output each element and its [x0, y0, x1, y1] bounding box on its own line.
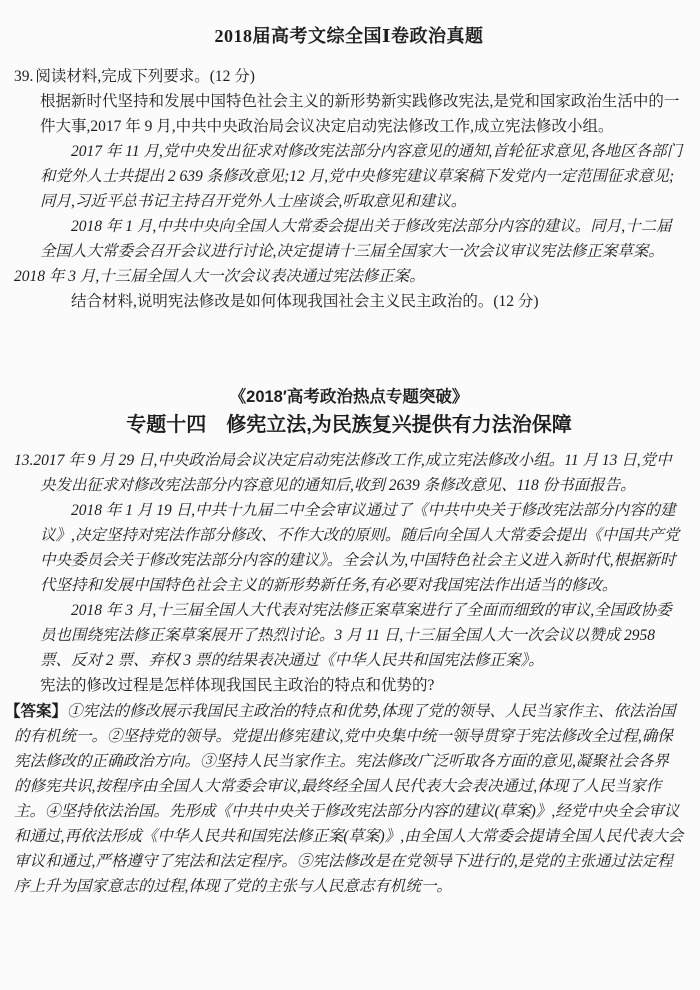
- document-title: 2018届高考文综全国Ⅰ卷政治真题: [214, 26, 484, 46]
- question-39-number: 39.: [14, 68, 34, 85]
- booklet-series-title: 《2018′高考政治热点专题突破》: [229, 388, 469, 406]
- question-13-task: 宪法的修改过程是怎样体现我国民主政治的特点和优势的?: [40, 677, 435, 694]
- material-paragraph: 2017 年 11 月,党中央发出征求对修改宪法部分内容意见的通知,首轮征求意见,各地区各部门和党外人士共提出 2 639 条修改意见;12 月,党中央修宪建议草案稿下发党内一定范围征求意见;同月,习近平总书记主持召开党外人士座谈会,听取意见和建议。: [40, 143, 683, 210]
- booklet-heading-section: [14, 386, 684, 439]
- question-39-stem: [14, 64, 684, 89]
- answer-section: [5, 699, 684, 899]
- answer-text: ①宪法的修改展示我国民主政治的特点和优势,体现了党的领导、人民当家作主、依法治国的有机统一。②坚持党的领导。党提出修宪建议,党中央集中统一领导贯穿于宪法修改全过程,确保宪法修改的正确政治方向。③坚持人民当家作主。宪法修改广泛听取各方面的意见,凝聚社会各界的修宪共识,按程序由全国人大常委会审议,最终经全国人民代表大会表决通过,体现了人民当家作主。④坚持依法治国。先形成《中共中央关于修改宪法部分内容的建议(草案)》,经党中央全会审议和通过,再依法形成《中华人民共和国宪法修正案(草案)》,由全国人大常委会提请全国人民代表大会审议和通过,严格遵守了宪法和法定程序。⑤宪法修改是在党领导下进行的,是党的主张通过法定程序上升为国家意志的过程,体现了党的主张与人民意志有机统一。: [14, 703, 684, 895]
- question-39-section: [14, 64, 684, 314]
- material-paragraph: 2018 年 1 月,中共中央向全国人大常委会提出关于修改宪法部分内容的建议。同月,十二届全国人大常委会召开会议进行讨论,决定提请十三届全国家大一次会议审议宪法修正案草案。: [40, 218, 672, 260]
- question-13-first-paragraph: 2017 年 9 月 29 日,中央政治局会议决定启动宪法修改工作,成立宪法修改小组。11 月 13 日,党中央发出征求对修改宪法部分内容意见的通知后,收到 2639 条修改意见、118 份书面报告。: [33, 452, 672, 494]
- question-13-number: 13.: [14, 452, 34, 469]
- question-39-material: [14, 89, 684, 314]
- material-paragraph: 2018 年 1 月 19 日,中共十九届二中全会审议通过了《中共中央关于修改宪法部分内容的建议》,决定坚持对宪法作部分修改、不作大改的原则。随后向全国人大常委会提出《中国共产党中央委员会关于修改宪法部分内容的建议》。全会认为,中国特色社会主义进入新时代,根据新时代坚持和发展中国特色社会主义的新形势新任务,有必要对我国宪法作出适当的修改。: [40, 502, 680, 594]
- material-paragraph: 2018 年 3 月,十三届全国人大一次会议表决通过宪法修正案。: [14, 268, 425, 285]
- answer-label: 【答案】: [5, 703, 68, 720]
- question-13-section: [14, 448, 684, 698]
- booklet-topic-title: 专题十四 修宪立法,为民族复兴提供有力法治保障: [126, 414, 572, 436]
- question-13-material: [14, 448, 684, 698]
- material-paragraph: 2018 年 3 月,十三届全国人大代表对宪法修正案草案进行了全面而细致的审议,全国政协委员也围绕宪法修正案草案展开了热烈讨论。3 月 11 日,十三届全国人大一次会议以赞成 2958 票、反对 2 票、弃权 3 票的结果表决通过《中华人民共和国宪法修正案》。: [40, 602, 672, 669]
- material-paragraph: 根据新时代坚持和发展中国特色社会主义的新形势新实践修改宪法,是党和国家政治生活中的一件大事,2017 年 9 月,中共中央政治局会议决定启动宪法修改工作,成立宪法修改小组。: [40, 93, 680, 135]
- material-paragraph: [14, 448, 684, 498]
- question-39-task: 结合材料,说明宪法修改是如何体现我国社会主义民主政治的。(12 分): [71, 293, 539, 310]
- question-39-stem-text: 阅读材料,完成下列要求。(12 分): [35, 68, 255, 85]
